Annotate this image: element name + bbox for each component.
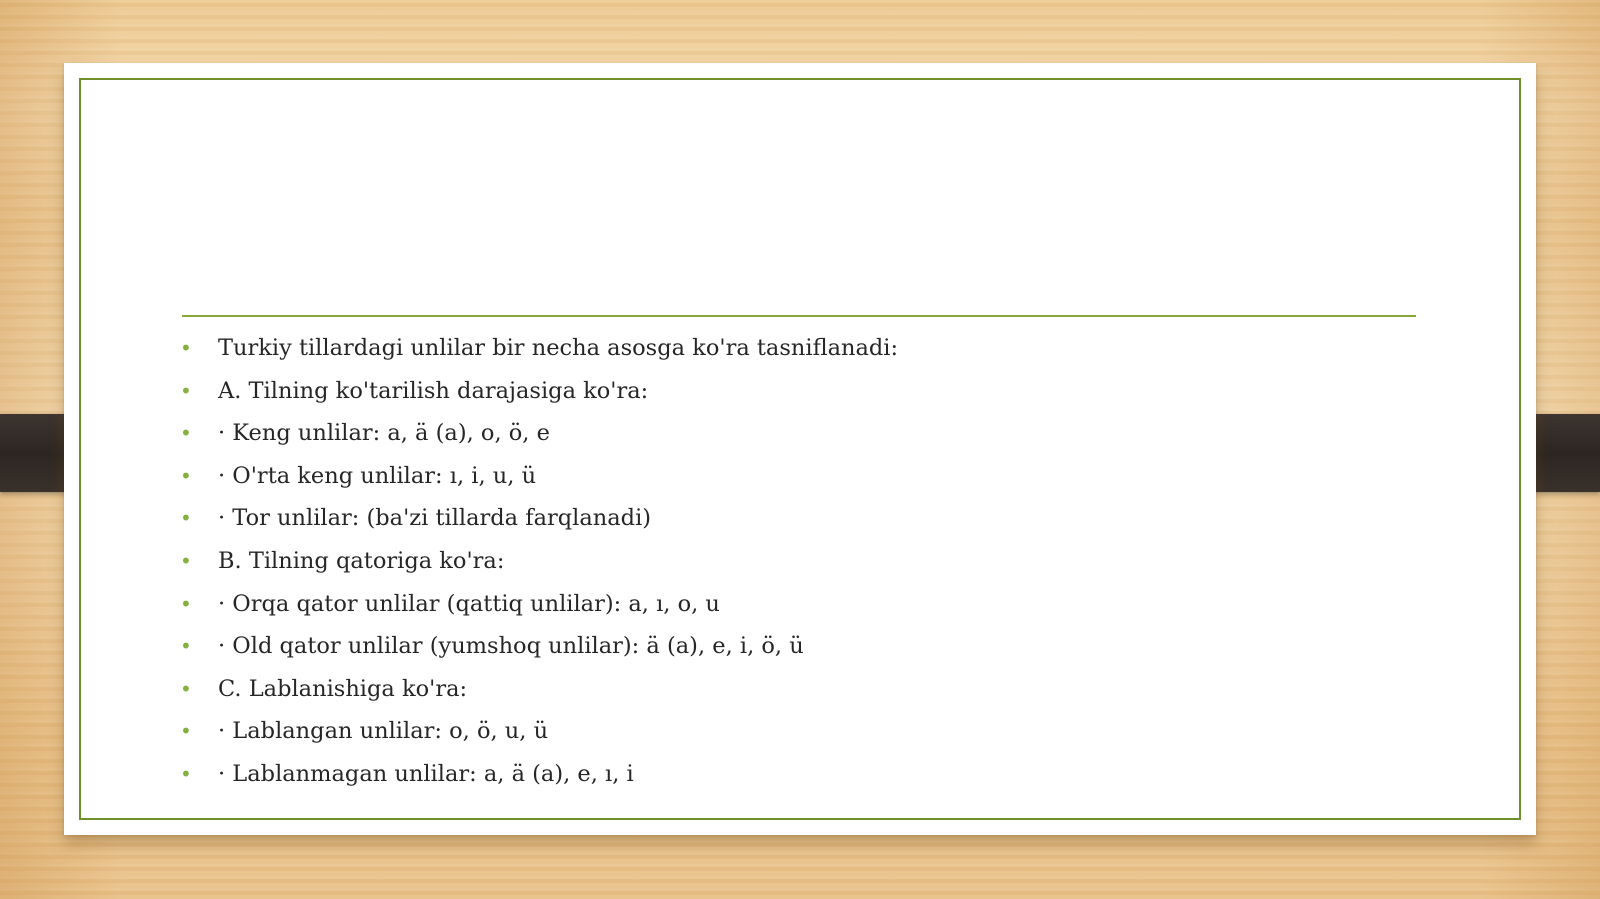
bullet-text: · Orqa qator unlilar (qattiq unlilar): a, ı, o, u [218,590,720,617]
bullet-icon: • [180,378,192,403]
bullet-icon: • [180,421,192,446]
list-item [182,753,1422,796]
bullet-icon: • [180,548,192,573]
list-item [182,625,1422,668]
list-item [182,540,1422,583]
bullet-icon: • [180,676,192,701]
list-item [182,583,1422,626]
list-item [182,668,1422,711]
bullet-text: · Lablangan unlilar: o, ö, u, ü [218,718,549,745]
bullet-text: · Old qator unlilar (yumshoq unlilar): ä (a), e, i, ö, ü [218,633,804,660]
list-item [182,327,1422,370]
bullet-text: · Lablanmagan unlilar: a, ä (a), e, ı, i [218,760,634,787]
bullet-icon: • [180,506,192,531]
bullet-text: · Keng unlilar: a, ä (a), o, ö, e [218,420,550,447]
list-item [182,412,1422,455]
bullet-text: Turkiy tillardagi unlilar bir necha asosga ko'ra tasniflanadi: [218,335,899,361]
bullet-icon: • [180,591,192,616]
slide-paper [64,63,1536,835]
bullet-icon: • [180,761,192,786]
list-item [182,710,1422,753]
bullet-icon: • [180,463,192,488]
bullet-list [182,327,1422,796]
bullet-text: A. Tilning ko'tarilish darajasiga ko'ra: [218,377,649,404]
bullet-icon: • [180,336,192,360]
title-divider [182,315,1416,317]
bullet-text: C. Lablanishiga ko'ra: [218,675,468,702]
bullet-icon: • [180,634,192,659]
list-item [182,455,1422,498]
bullet-text: B. Tilning qatoriga ko'ra: [218,547,505,574]
bullet-text: · Tor unlilar: (ba'zi tillarda farqlanadi) [218,505,652,532]
bullet-icon: • [180,719,192,744]
list-item [182,370,1422,413]
list-item [182,497,1422,540]
bullet-text: · O'rta keng unlilar: ı, i, u, ü [218,462,537,489]
